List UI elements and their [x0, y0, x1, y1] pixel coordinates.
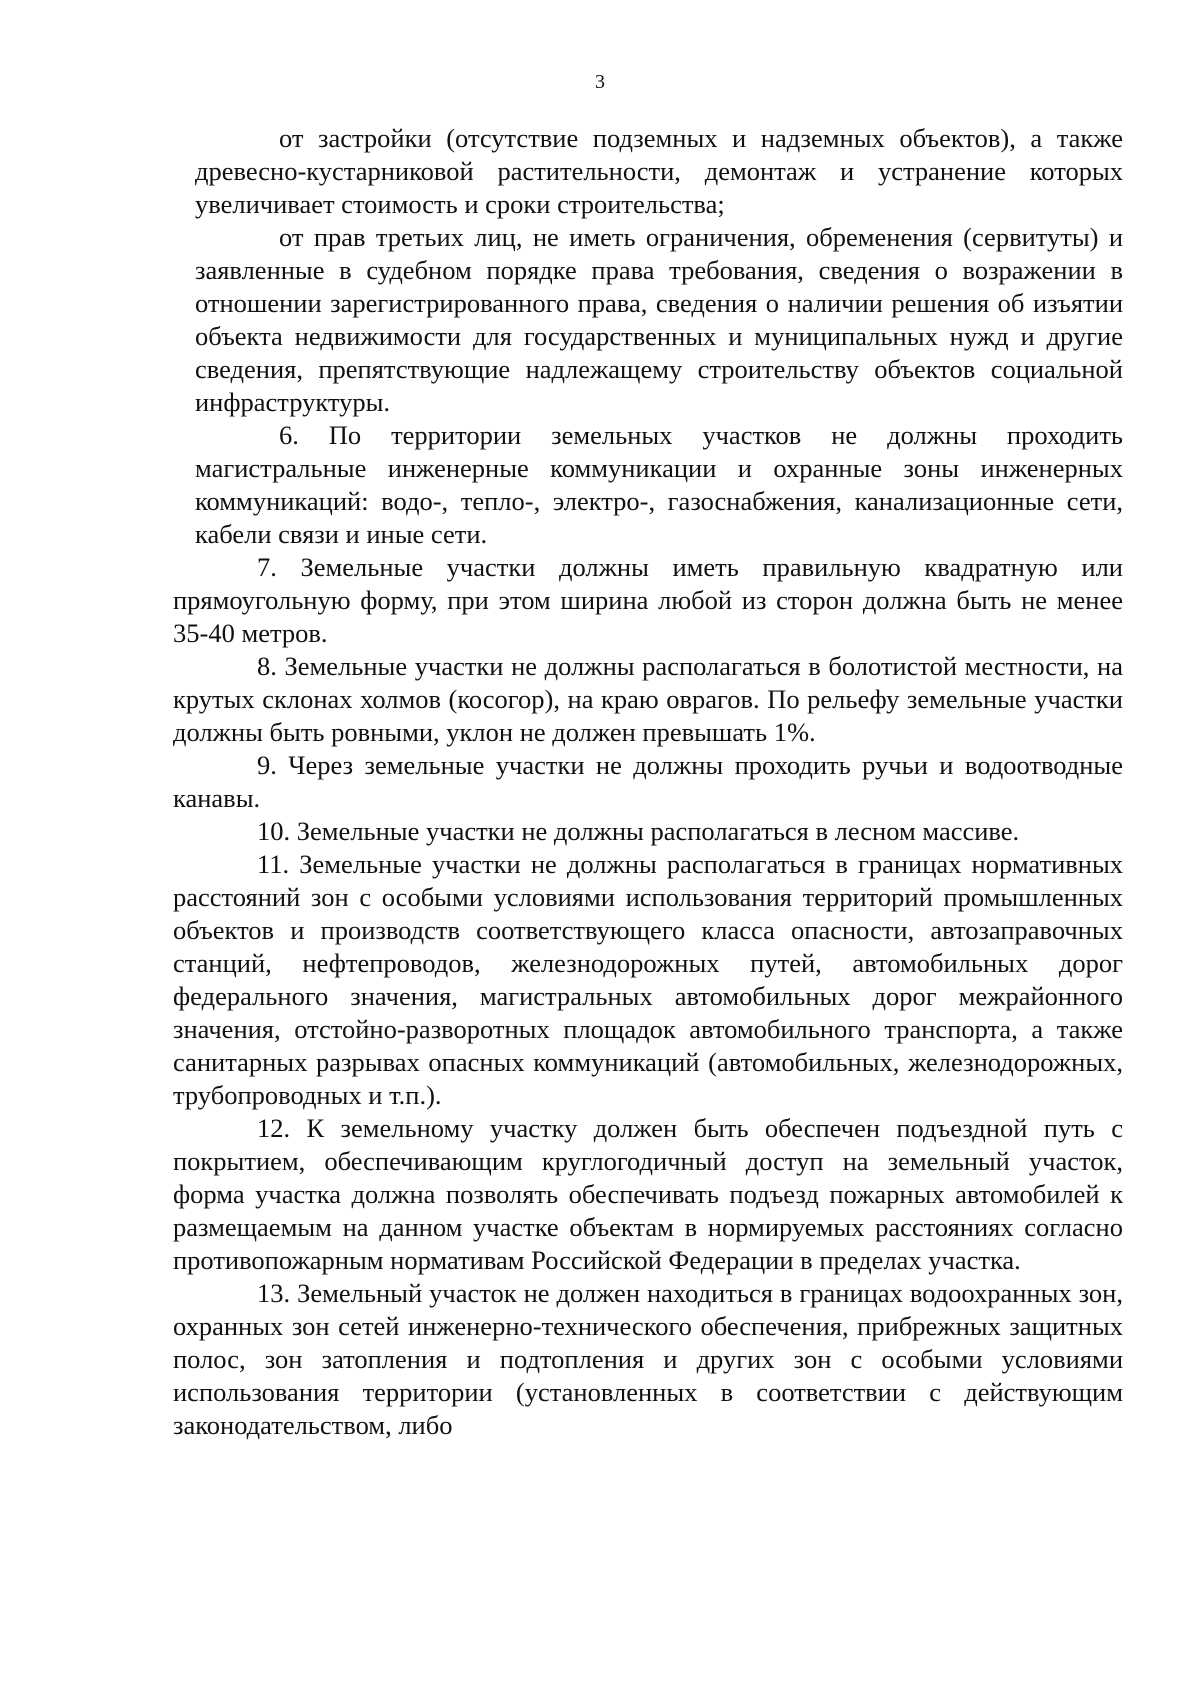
paragraph-item-11: 11. Земельные участки не должны располагаться в границах нормативных расстояний зон с особыми условиями использования территорий промышленных объектов и производств соответствующего класса опасности, автозаправочных станций, нефтепроводов, железнодорожных путей, автомобильных дорог федерального значения, магистральных автомобильных дорог межрайонного значения, отстойно-разворотных площадок автомобильного транспорта, а также санитарных разрывах опасных коммуникаций (автомобильных, железнодорожных, трубопроводных и т.п.). — [173, 849, 1123, 1110]
paragraph-free-from-development: от застройки (отсутствие подземных и надземных объектов), а также древесно-кустарниковой растительности, демонтаж и устранение которых увеличивает стоимость и сроки строительства; — [195, 123, 1123, 219]
paragraph-item-12: 12. К земельному участку должен быть обеспечен подъездной путь с покрытием, обеспечивающим круглогодичный доступ на земельный участок, форма участка должна позволять обеспечивать подъезд пожарных автомобилей к размещаемым на данном участке объектам в нормируемых расстояниях согласно противопожарным нормативам Российской Федерации в пределах участка. — [173, 1113, 1123, 1275]
paragraph-item-9: 9. Через земельные участки не должны проходить ручьи и водоотводные канавы. — [173, 750, 1123, 813]
page-number: 3 — [595, 71, 605, 93]
paragraph-item-6: 6. По территории земельных участков не должны проходить магистральные инженерные коммуникации и охранные зоны инженерных коммуникаций: водо-, тепло-, электро-, газоснабжения, канализационные сети, кабели связи и иные сети. — [195, 420, 1123, 549]
document-body — [173, 122, 1123, 1442]
paragraph-item-8: 8. Земельные участки не должны располагаться в болотистой местности, на крутых склонах холмов (косогор), на краю оврагов. По рельефу земельные участки должны быть ровными, уклон не должен превышать 1%. — [173, 651, 1123, 747]
paragraph-free-from-third-party-rights: от прав третьих лиц, не иметь ограничения, обременения (сервитуты) и заявленные в судебном порядке права требования, сведения о возражении в отношении зарегистрированного права, сведения о наличии решения об изъятии объекта недвижимости для государственных и муниципальных нужд и другие сведения, препятствующие надлежащему строительству объектов социальной инфраструктуры. — [195, 222, 1123, 417]
paragraph-item-7: 7. Земельные участки должны иметь правильную квадратную или прямоугольную форму, при этом ширина любой из сторон должна быть не менее 35-40 метров. — [173, 552, 1123, 648]
paragraph-item-10: 10. Земельные участки не должны располагаться в лесном массиве. — [257, 816, 1020, 846]
paragraph-item-13: 13. Земельный участок не должен находиться в границах водоохранных зон, охранных зон сетей инженерно-технического обеспечения, прибрежных защитных полос, зон затопления и подтопления и других зон с особыми условиями использования территории (установленных в соответствии с действующим законодательством, либо — [173, 1278, 1123, 1440]
